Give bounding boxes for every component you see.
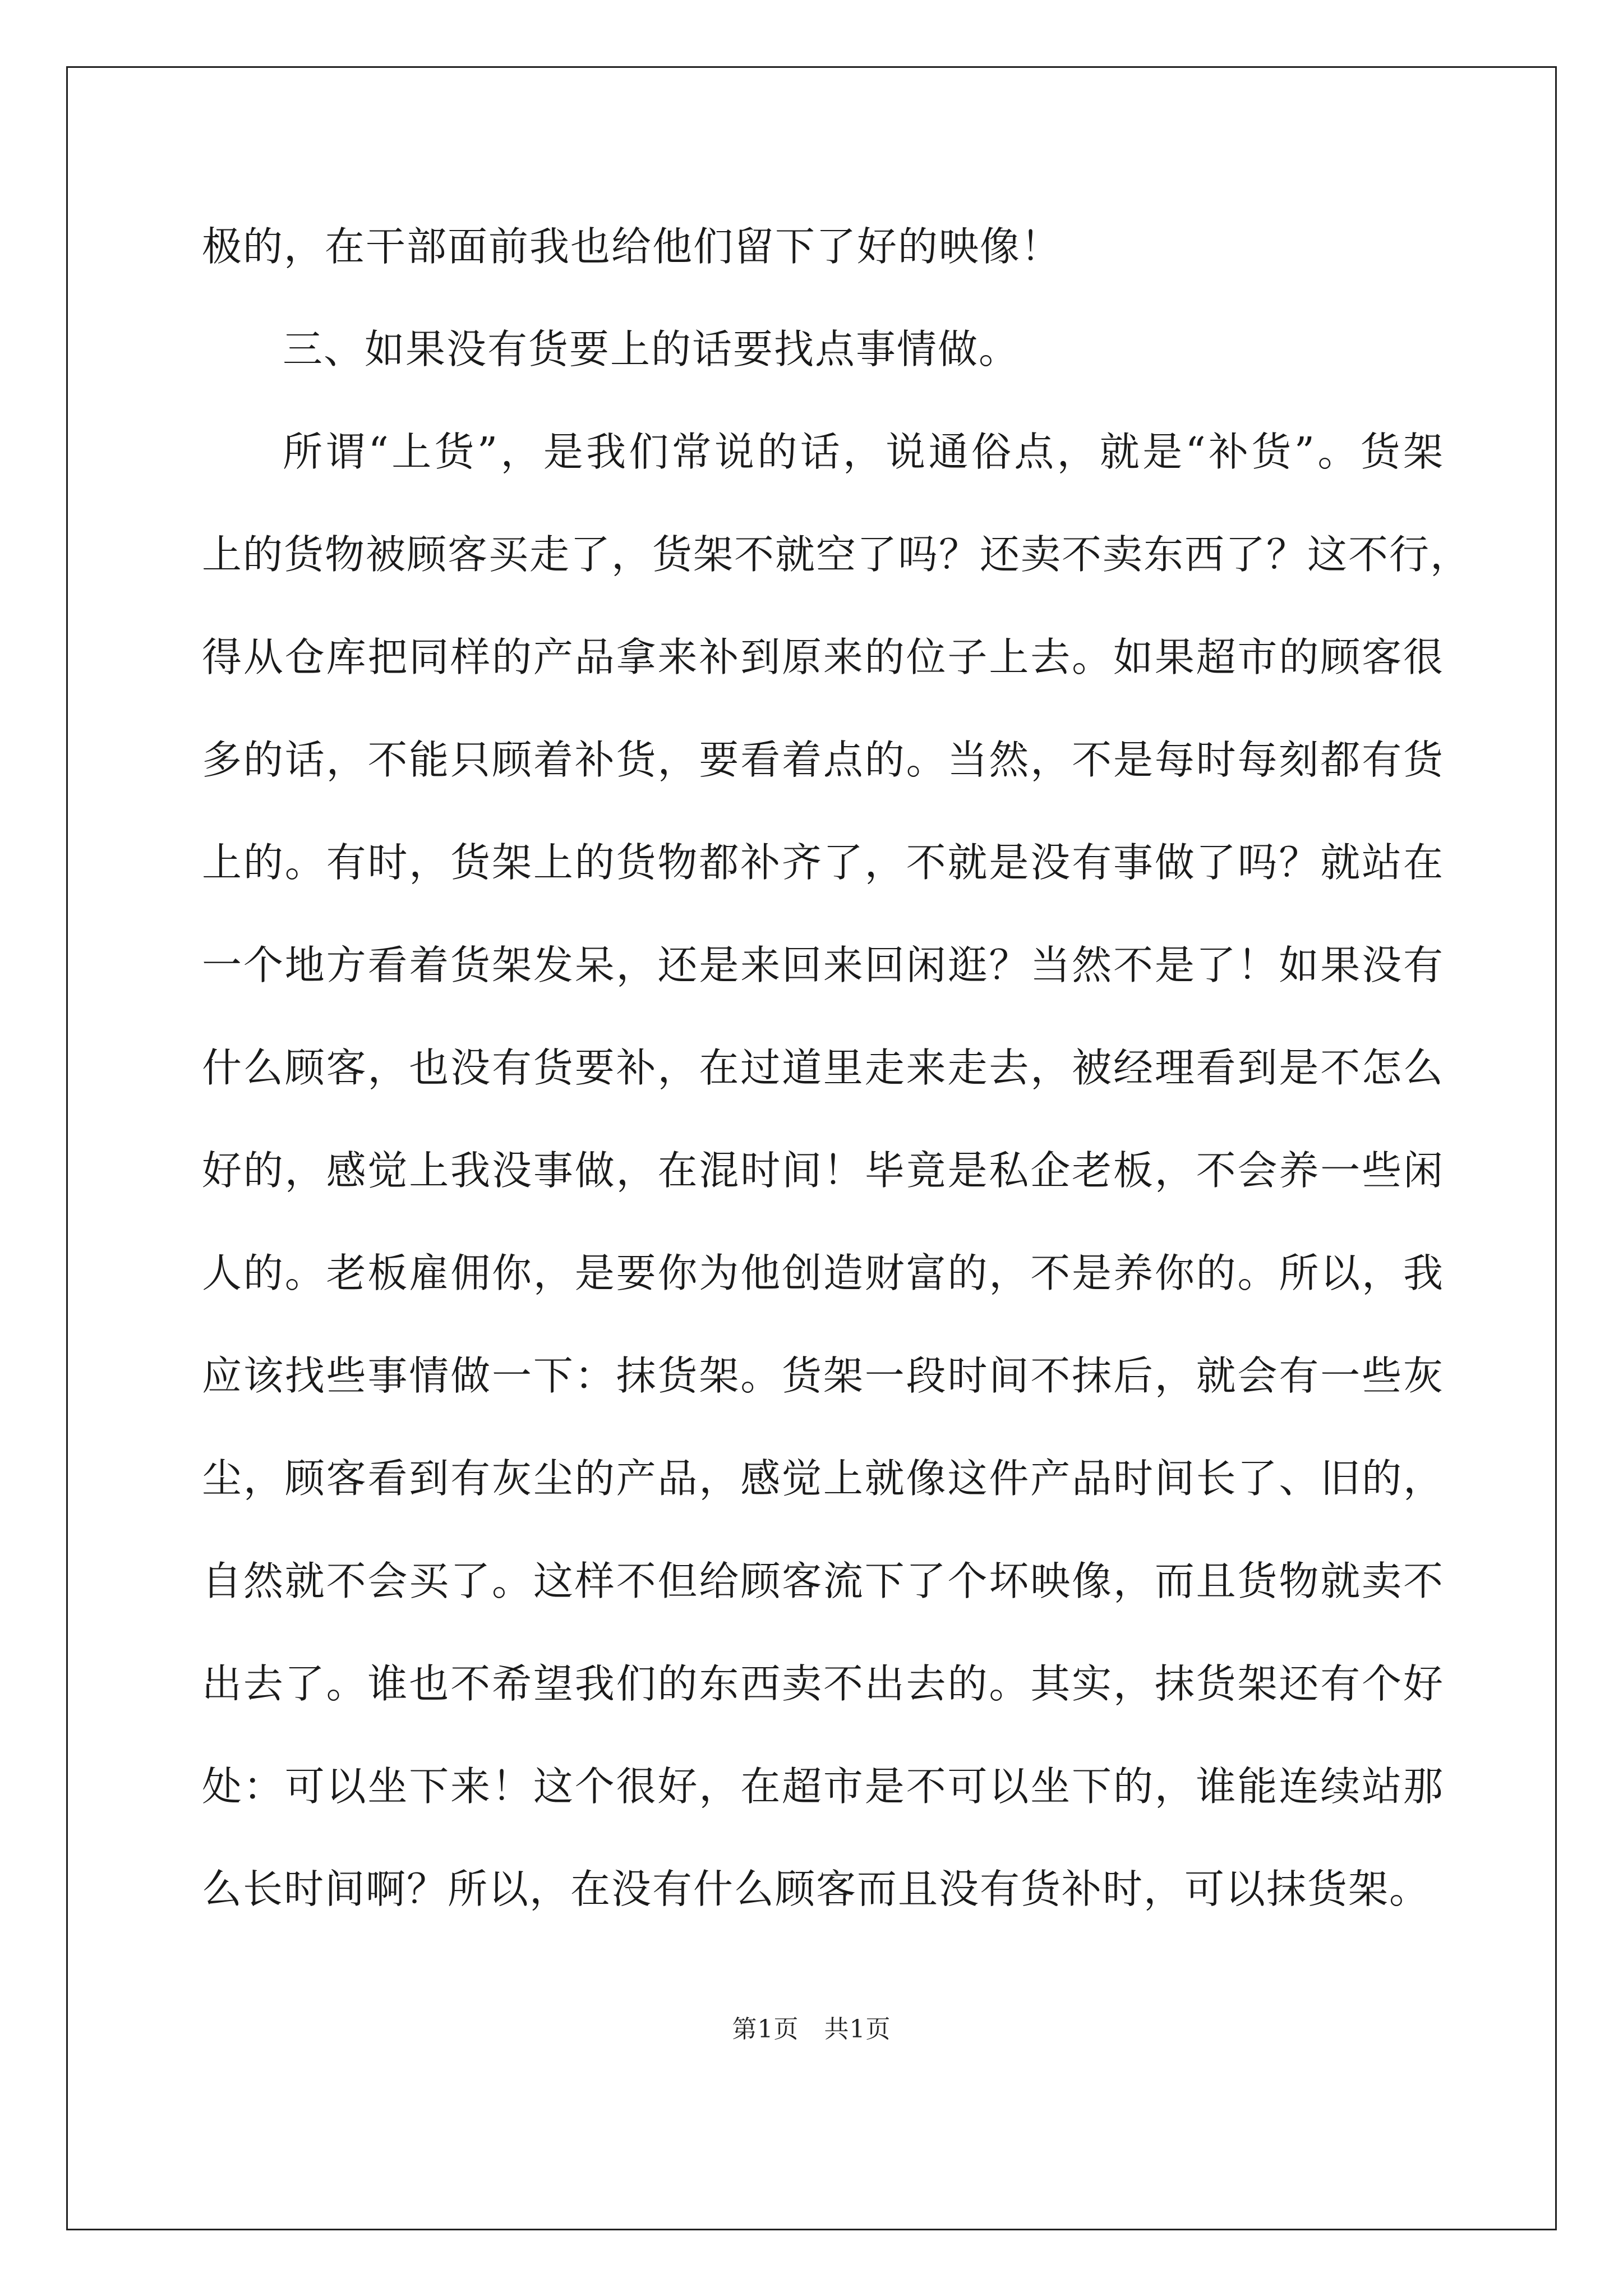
text-line-16: 处：可以坐下来！这个很好，在超市是不可以坐下的，谁能连续站那 xyxy=(202,1763,1444,1810)
text-line-14: 自然就不会买了。这样不但给顾客流下了个坏映像，而且货物就卖不 xyxy=(202,1558,1444,1604)
text-line-5: 得从仓库把同样的产品拿来补到原来的位子上去。如果超市的顾客很 xyxy=(202,634,1444,680)
text-line-3: 所谓“上货”，是我们常说的话，说通俗点，就是“补货”。货架 xyxy=(283,429,1444,475)
text-line-7: 上的。有时，货架上的货物都补齐了，不就是没有事做了吗？就站在 xyxy=(202,839,1444,886)
text-line-11: 人的。老板雇佣你，是要你为他创造财富的，不是养你的。所以，我 xyxy=(202,1250,1444,1296)
text-line-15: 出去了。谁也不希望我们的东西卖不出去的。其实，抹货架还有个好 xyxy=(202,1660,1444,1707)
text-line-12: 应该找些事情做一下：抹货架。货架一段时间不抹后，就会有一些灰 xyxy=(202,1352,1444,1399)
section-heading: 三、如果没有货要上的话要找点事情做。 xyxy=(283,326,1020,372)
text-line-10: 好的，感觉上我没事做，在混时间！毕竟是私企老板，不会养一些闲 xyxy=(202,1147,1444,1194)
text-line-4: 上的货物被顾客买走了，货架不就空了吗？还卖不卖东西了？这不行， xyxy=(202,531,1472,578)
text-line-6: 多的话，不能只顾着补货，要看着点的。当然，不是每时每刻都有货 xyxy=(202,737,1444,783)
text-line-13: 尘，顾客看到有灰尘的产品，感觉上就像这件产品时间长了、旧的， xyxy=(202,1455,1444,1502)
text-line-9: 什么顾客，也没有货要补，在过道里走来走去，被经理看到是不怎么 xyxy=(202,1045,1444,1091)
page-number-footer: 第1页 共1页 xyxy=(732,2015,891,2044)
text-line-8: 一个地方看着货架发呆，还是来回来回闲逛？当然不是了！如果没有 xyxy=(202,942,1444,988)
text-line-1: 极的，在干部面前我也给他们留下了好的映像！ xyxy=(202,223,1062,270)
text-line-17: 么长时间啊？所以，在没有什么顾客而且没有货补时，可以抹货架。 xyxy=(202,1866,1431,1912)
